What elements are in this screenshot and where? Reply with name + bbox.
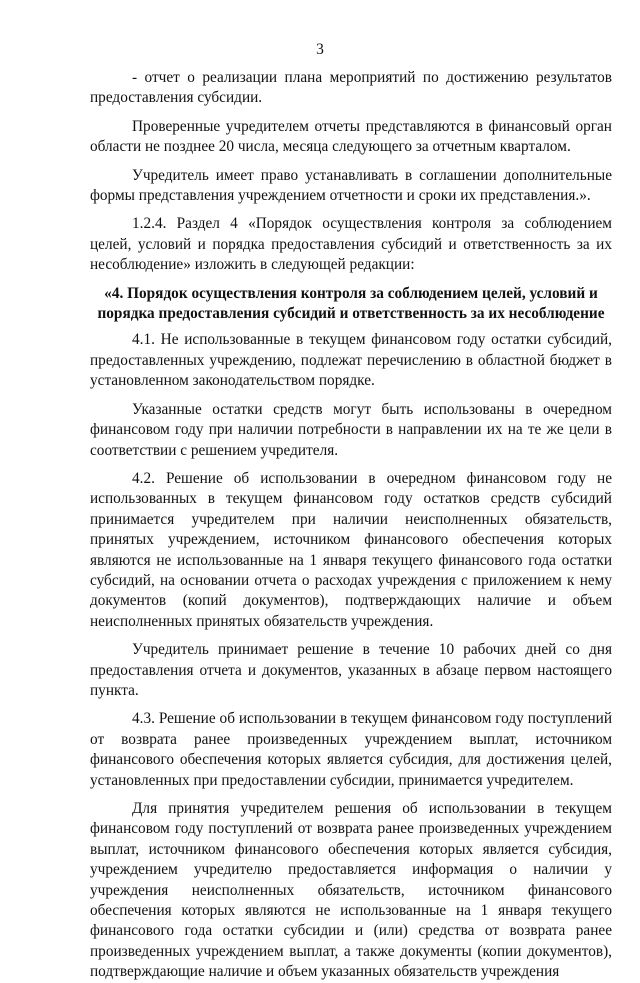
paragraph-4-1-remainders: Указанные остатки средств могут быть использованы в очередном финансовом году при наличии потребности в направлении их на те же цели в соответствии с решением учредителя. <box>90 400 612 459</box>
paragraph-section-amendment: 1.2.4. Раздел 4 «Порядок осуществления контроля за соблюдением целей, условий и порядка предоставления субсидий и ответственность за их несоблюдение» изложить в следующей редакции: <box>90 215 612 274</box>
paragraph-report-item: - отчет о реализации плана мероприятий по достижению результатов предоставления субсидии. <box>90 69 612 107</box>
paragraph-4-2: 4.2. Решение об использовании в очередном финансовом году не использованных в текущем финансовом году остатков средств субсидий принимается учредителем при наличии неисполненных обязательств, принятых учреждением, источником финансового обеспечения которых являются не использованные на 1 января текущего финансового года остатки субсидий, на основании отчета о расходах учреждения с приложением к нему документов (копий документов), подтверждающих наличие и объем неисполненных принятых обязательств учреждения. <box>90 469 612 630</box>
section-heading: «4. Порядок осуществления контроля за соблюдением целей, условий и порядка предоставления субсидий и ответственность за их несоблюдение <box>97 284 605 323</box>
paragraph-4-3-information: Для принятия учредителем решения об использовании в текущем финансовом году поступлений от возврата ранее произведенных учреждением выплат, источником финансового обеспечения которых является субсидия, учреждением учредителю предоставляется информация о наличии у учреждения неисполненных обязательств, источником финансового обеспечения которых являются не использованные на 1 января текущего финансового года остатки субсидии и (или) средства от возврата ранее произведенных учреждением выплат, а также документы (копии документов), подтверждающие наличие и объем указанных обязательств учреждения <box>90 800 612 981</box>
paragraph-4-2-decision-term: Учредитель принимает решение в течение 10 рабочих дней со дня предоставления отчета и документов, указанных в абзаце первом настоящего пункта. <box>90 641 612 699</box>
document-body <box>90 68 612 983</box>
paragraph-report-deadline: Проверенные учредителем отчеты представляются в финансовый орган области не позднее 20 числа, месяца следующего за отчетным кварталом. <box>90 117 612 156</box>
page-number: 3 <box>316 41 324 58</box>
paragraph-4-3: 4.3. Решение об использовании в текущем финансовом году поступлений от возврата ранее произведенных учреждением выплат, источником финансового обеспечения которых является субсидия, для достижения целей, установленных при предоставлении субсидии, принимается учредителем. <box>90 710 612 789</box>
paragraph-4-1: 4.1. Не использованные в текущем финансовом году остатки субсидий, предоставленных учреждению, подлежат перечислению в областной бюджет в установленном законодательством порядке. <box>90 331 612 390</box>
paragraph-founder-rights: Учредитель имеет право устанавливать в соглашении дополнительные формы представления учреждением отчетности и сроки их представления.». <box>90 166 612 205</box>
